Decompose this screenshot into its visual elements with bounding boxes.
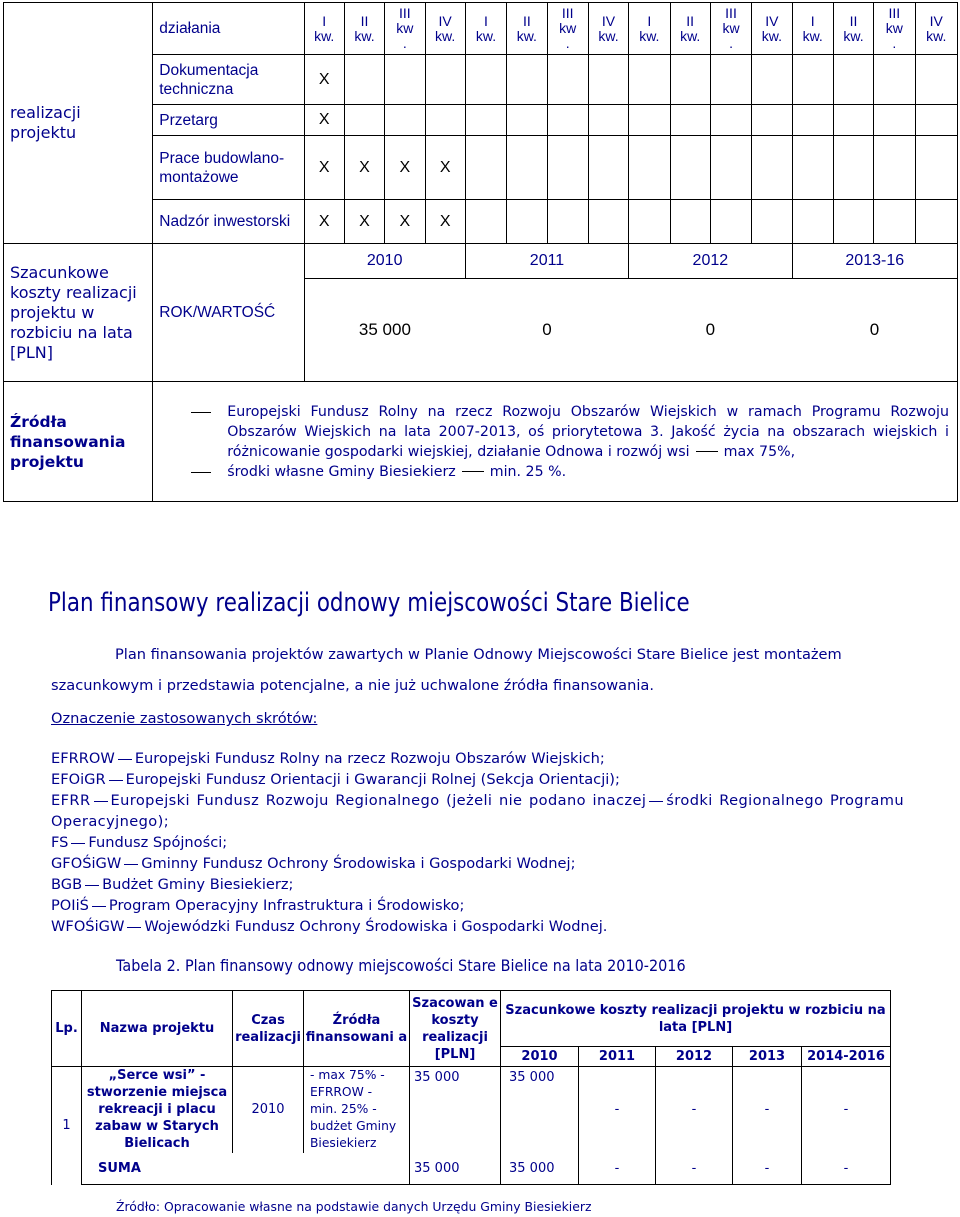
cost-value: 0 [465, 279, 628, 382]
activity-mark: X [425, 136, 465, 200]
sum-year-2011: - [579, 1153, 656, 1185]
abbreviation-item: FS Fundusz Spójności; [51, 834, 228, 851]
quarter-header: II kw. [344, 3, 384, 55]
activity-label: Dokumentacja techniczna [153, 55, 304, 105]
abbreviation-item: BGB Budżet Gminy Biesiekierz; [51, 876, 294, 893]
fund-item: Europejski Fundusz Rolny na rzecz Rozwoju Obszarów Wiejskich w ramach Programu Rozwoju Obszarów Wiejskich na lata 2007-2013, oś priorytetowa 3. Jakość życia na obszarach wiejskich i różnicowanie gospodarki wiejskiej, działanie Odnowa i rozwój wsi max 75%, [161, 402, 949, 462]
header-time: Czas realizacji [233, 991, 304, 1067]
header-breakdown: Szacunkowe koszty realizacji projektu w rozbiciu na lata [PLN] [501, 991, 891, 1047]
row-estimated-cost: 35 000 [410, 1067, 501, 1153]
activity-mark: X [304, 136, 344, 200]
schedule-left-label: realizacji projektu [4, 3, 153, 244]
abbreviation-item: EFOiGR Europejski Fundusz Orientacji i Gwarancji Rolnej (Sekcja Orientacji); [51, 771, 620, 788]
quarter-header: III kw . [385, 3, 425, 55]
quarter-header: II kw. [833, 3, 873, 55]
cost-value: 0 [629, 279, 792, 382]
year-cell: 2013-16 [792, 244, 957, 279]
header-estimated-cost: Szacowan e koszty realizacji [PLN] [410, 991, 501, 1067]
activity-mark: X [344, 136, 384, 200]
activity-mark: X [344, 200, 384, 244]
sum-label: SUMA [82, 1153, 410, 1185]
row-year-2013: - [733, 1067, 802, 1153]
sum-year-2010: 35 000 [501, 1153, 579, 1185]
sum-year-2013: - [733, 1153, 802, 1185]
year-header: 2012 [656, 1047, 733, 1067]
activity-mark: X [304, 105, 344, 136]
row-project-name: „Serce wsi” -stworzenie miejsca rekreacji i placu zabaw w Starych Bielicach [82, 1067, 233, 1153]
quarter-header: IV kw. [425, 3, 465, 55]
year-header: 2013 [733, 1047, 802, 1067]
year-cell: 2011 [465, 244, 628, 279]
schedule-table [3, 2, 958, 502]
row-sources: - max 75% - EFRROW - min. 25% - budżet Gminy Biesiekierz [304, 1067, 410, 1153]
row-year-2012: - [656, 1067, 733, 1153]
dash-icon [696, 451, 718, 452]
year-cell: 2012 [629, 244, 792, 279]
sum-estimated-cost: 35 000 [410, 1153, 501, 1185]
quarter-header: II kw. [507, 3, 547, 55]
quarter-header: II kw. [670, 3, 710, 55]
year-header: 2014-2016 [802, 1047, 891, 1067]
activity-mark: X [425, 200, 465, 244]
abbreviation-item: POIiŚ Program Operacyjny Infrastruktura i Środowisko; [51, 897, 465, 914]
cost-value: 35 000 [304, 279, 465, 382]
abbreviations-list [51, 748, 904, 937]
header-lp: Lp. [52, 991, 82, 1067]
row-time: 2010 [233, 1067, 304, 1153]
activity-mark: X [385, 136, 425, 200]
year-cell: 2010 [304, 244, 465, 279]
quarter-header: IV kw. [915, 3, 957, 55]
section-heading: Plan finansowy realizacji odnowy miejscowości Stare Bielice [48, 588, 690, 618]
dash-icon [462, 471, 484, 472]
quarter-header: IV kw. [752, 3, 792, 55]
activity-label: Nadzór inwestorski [153, 200, 304, 244]
quarter-header: III kw . [874, 3, 915, 55]
row-year-2011: - [579, 1067, 656, 1153]
row-lp: 1 [52, 1067, 82, 1185]
fund-item: środki własne Gminy Biesiekierz min. 25 %. [161, 462, 949, 482]
year-header: 2010 [501, 1047, 579, 1067]
rok-wartosc-label: ROK/WARTOŚĆ [153, 244, 304, 382]
sum-year-2014-2016: - [802, 1153, 891, 1185]
sum-year-2012: - [656, 1153, 733, 1185]
activity-label: Prace budowlano-montażowe [153, 136, 304, 200]
quarter-header: III kw . [710, 3, 751, 55]
dash-bullet-icon [191, 472, 211, 473]
table-caption: Tabela 2. Plan finansowy odnowy miejscowości Stare Bielice na lata 2010-2016 [116, 956, 686, 975]
year-header: 2011 [579, 1047, 656, 1067]
activity-mark: X [304, 55, 344, 105]
intro-paragraph: Plan finansowania projektów zawartych w Planie Odnowy Miejscowości Stare Bielice jest montażem szacunkowym i przedstawia potencjalne, a nie już uchwalone źródła finansowania. [51, 646, 842, 694]
activity-label: Przetarg [153, 105, 304, 136]
dash-bullet-icon [191, 412, 211, 413]
row-year-2014-2016: - [802, 1067, 891, 1153]
quarter-header: IV kw. [588, 3, 628, 55]
plan-table [51, 990, 891, 1185]
cost-value: 0 [792, 279, 957, 382]
activity-mark: X [385, 200, 425, 244]
quarter-header: I kw. [465, 3, 506, 55]
quarter-header: I kw. [792, 3, 833, 55]
abbreviations-title: Oznaczenie zastosowanych skrótów: [51, 710, 318, 727]
quarter-header: III kw . [547, 3, 588, 55]
source-note: Źródło: Opracowanie własne na podstawie danych Urzędu Gminy Biesiekierz [116, 1199, 592, 1214]
abbreviation-item: WFOŚiGW Wojewódzki Fundusz Ochrony Środowiska i Gospodarki Wodnej. [51, 918, 608, 935]
abbreviation-item: EFRR Europejski Fundusz Rozwoju Regionalnego (jeżeli nie podano inaczej środki Regionalnego Programu Operacyjnego); [51, 792, 904, 830]
activity-mark: X [304, 200, 344, 244]
quarter-header: I kw. [304, 3, 344, 55]
header-sources: Źródła finansowani a [304, 991, 410, 1067]
row-year-2010: 35 000 [501, 1067, 579, 1153]
abbreviation-item: EFRROW Europejski Fundusz Rolny na rzecz Rozwoju Obszarów Wiejskich; [51, 750, 605, 767]
sources-label: Źródła finansowania projektu [4, 382, 153, 502]
header-project-name: Nazwa projektu [82, 991, 233, 1067]
activities-header: działania [153, 3, 304, 55]
quarter-header: I kw. [629, 3, 670, 55]
costs-label: Szacunkowe koszty realizacji projektu w rozbiciu na lata [PLN] [4, 244, 153, 382]
abbreviation-item: GFOŚiGW Gminny Fundusz Ochrony Środowiska i Gospodarki Wodnej; [51, 855, 576, 872]
funding-sources [153, 382, 958, 502]
